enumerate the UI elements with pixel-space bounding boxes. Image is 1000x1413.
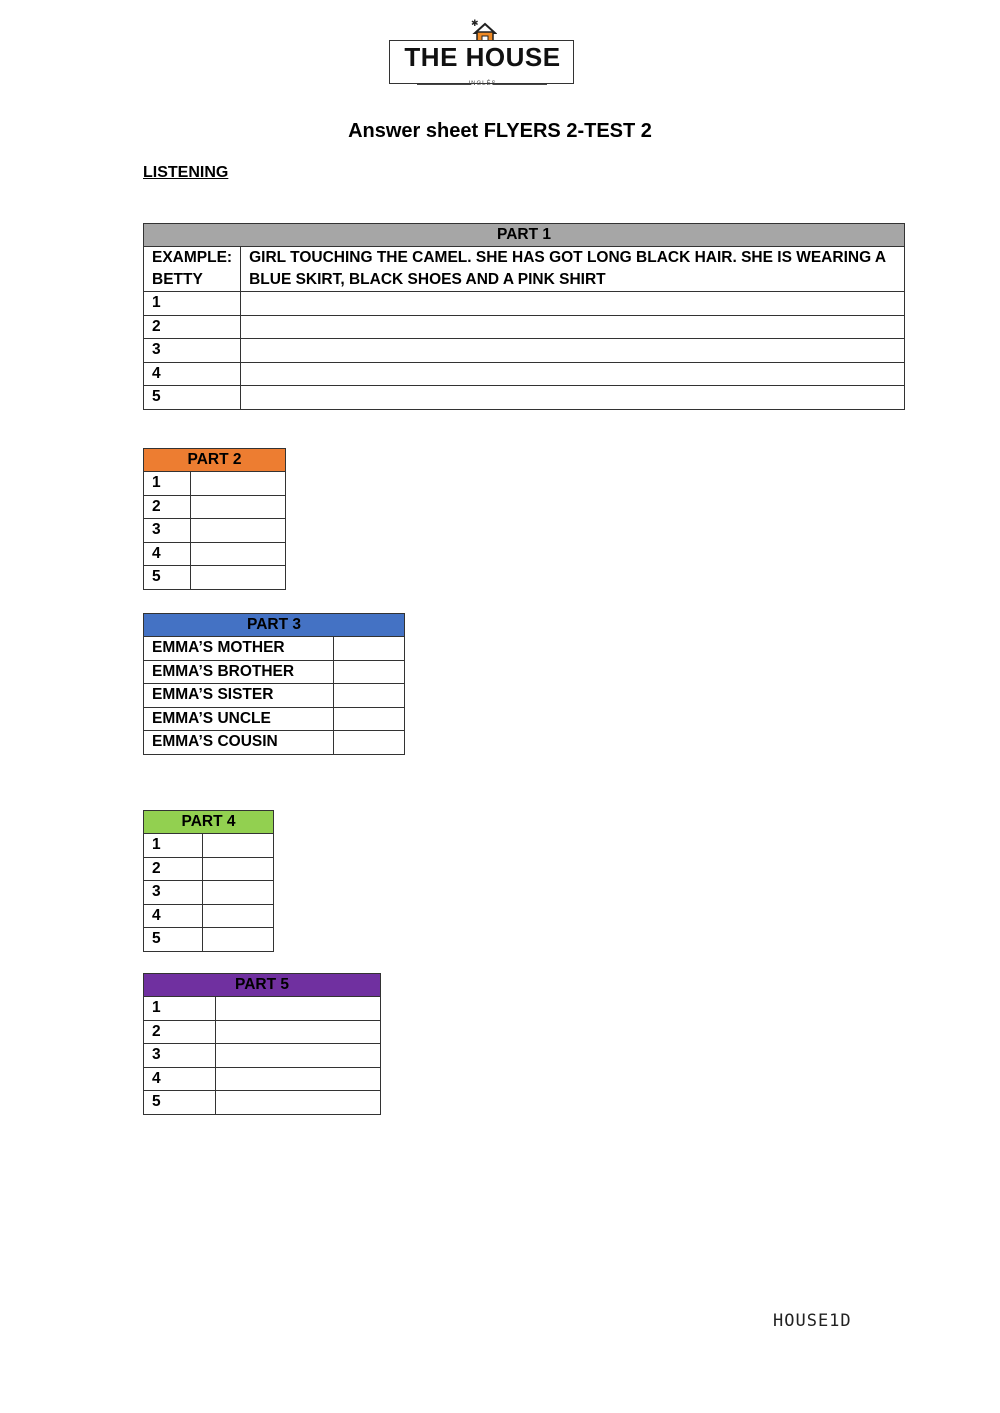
- row-label: EMMA’S BROTHER: [144, 660, 334, 684]
- answer-cell[interactable]: [216, 1044, 381, 1068]
- answer-cell[interactable]: [334, 707, 405, 731]
- answer-row: [144, 542, 286, 566]
- part1-header: PART 1: [144, 224, 905, 247]
- answer-row: [144, 1091, 381, 1115]
- answer-cell[interactable]: [241, 315, 905, 339]
- row-label: 1: [144, 292, 241, 316]
- answer-row: [144, 386, 905, 410]
- answer-cell[interactable]: [241, 339, 905, 363]
- part2-table: [143, 448, 286, 590]
- answer-row: [144, 834, 274, 858]
- answer-row: [144, 1020, 381, 1044]
- part5-header: PART 5: [144, 974, 381, 997]
- answer-row: [144, 495, 286, 519]
- answer-cell[interactable]: [216, 1067, 381, 1091]
- answer-cell[interactable]: [191, 495, 286, 519]
- row-label: 3: [144, 339, 241, 363]
- answer-cell[interactable]: [191, 472, 286, 496]
- answer-cell[interactable]: [334, 684, 405, 708]
- row-label: 1: [144, 834, 203, 858]
- part2-header: PART 2: [144, 449, 286, 472]
- row-label: 3: [144, 519, 191, 543]
- footer-code: HOUSE1D: [773, 1311, 852, 1331]
- row-label: EMMA’S COUSIN: [144, 731, 334, 755]
- page-title: Answer sheet FLYERS 2-TEST 2: [348, 120, 652, 142]
- part3-header: PART 3: [144, 614, 405, 637]
- row-label: EMMA’S SISTER: [144, 684, 334, 708]
- answer-row: [144, 857, 274, 881]
- answer-row: [144, 904, 274, 928]
- row-label: 2: [144, 1020, 216, 1044]
- answer-cell[interactable]: [203, 881, 274, 905]
- answer-row: [144, 731, 405, 755]
- row-label: EMMA’S UNCLE: [144, 707, 334, 731]
- answer-row: [144, 292, 905, 316]
- row-label: 4: [144, 904, 203, 928]
- answer-row: [144, 339, 905, 363]
- answer-row: [144, 660, 405, 684]
- part5-table: [143, 973, 381, 1115]
- row-label: 1: [144, 472, 191, 496]
- logo-text: THE HOUSE: [404, 42, 561, 72]
- example-answer: GIRL TOUCHING THE CAMEL. SHE HAS GOT LONG BLACK HAIR. SHE IS WEARING A BLUE SKIRT, BLACK SHOES AND A PINK SHIRT: [241, 247, 905, 292]
- answer-row: [144, 1067, 381, 1091]
- answer-cell[interactable]: [203, 928, 274, 952]
- answer-row: [144, 997, 381, 1021]
- row-label: 5: [144, 928, 203, 952]
- row-label: 2: [144, 315, 241, 339]
- answer-cell[interactable]: [334, 731, 405, 755]
- answer-cell[interactable]: [216, 997, 381, 1021]
- answer-row: [144, 707, 405, 731]
- part1-table: [143, 223, 905, 410]
- logo: [389, 18, 576, 88]
- answer-row: [144, 1044, 381, 1068]
- row-label: 5: [144, 386, 241, 410]
- answer-row: [144, 315, 905, 339]
- answer-cell[interactable]: [203, 904, 274, 928]
- part4-table: [143, 810, 274, 952]
- answer-cell[interactable]: [334, 637, 405, 661]
- answer-cell[interactable]: [241, 362, 905, 386]
- row-label: 2: [144, 857, 203, 881]
- logo-subtext: INGLÉS: [468, 81, 497, 87]
- row-label: 5: [144, 1091, 216, 1115]
- svg-text:✱: ✱: [471, 19, 479, 29]
- answer-row: [144, 519, 286, 543]
- row-label: 4: [144, 542, 191, 566]
- row-label: 4: [144, 362, 241, 386]
- row-label: 3: [144, 1044, 216, 1068]
- example-label: EXAMPLE: BETTY: [144, 247, 241, 292]
- answer-row: [144, 362, 905, 386]
- part3-table: [143, 613, 405, 755]
- answer-row: [144, 881, 274, 905]
- answer-cell[interactable]: [191, 519, 286, 543]
- answer-row: [144, 637, 405, 661]
- row-label: 4: [144, 1067, 216, 1091]
- row-label: 1: [144, 997, 216, 1021]
- answer-row: [144, 472, 286, 496]
- answer-cell[interactable]: [241, 386, 905, 410]
- part4-header: PART 4: [144, 811, 274, 834]
- answer-cell[interactable]: [334, 660, 405, 684]
- row-label: 2: [144, 495, 191, 519]
- row-label: EMMA’S MOTHER: [144, 637, 334, 661]
- answer-cell[interactable]: [216, 1020, 381, 1044]
- answer-cell[interactable]: [191, 566, 286, 590]
- answer-cell[interactable]: [191, 542, 286, 566]
- answer-row: [144, 566, 286, 590]
- answer-cell[interactable]: [203, 857, 274, 881]
- answer-row: [144, 928, 274, 952]
- answer-cell[interactable]: [216, 1091, 381, 1115]
- row-label: 5: [144, 566, 191, 590]
- row-label: 3: [144, 881, 203, 905]
- answer-cell[interactable]: [203, 834, 274, 858]
- answer-row: [144, 684, 405, 708]
- answer-cell[interactable]: [241, 292, 905, 316]
- section-heading: LISTENING: [143, 164, 229, 181]
